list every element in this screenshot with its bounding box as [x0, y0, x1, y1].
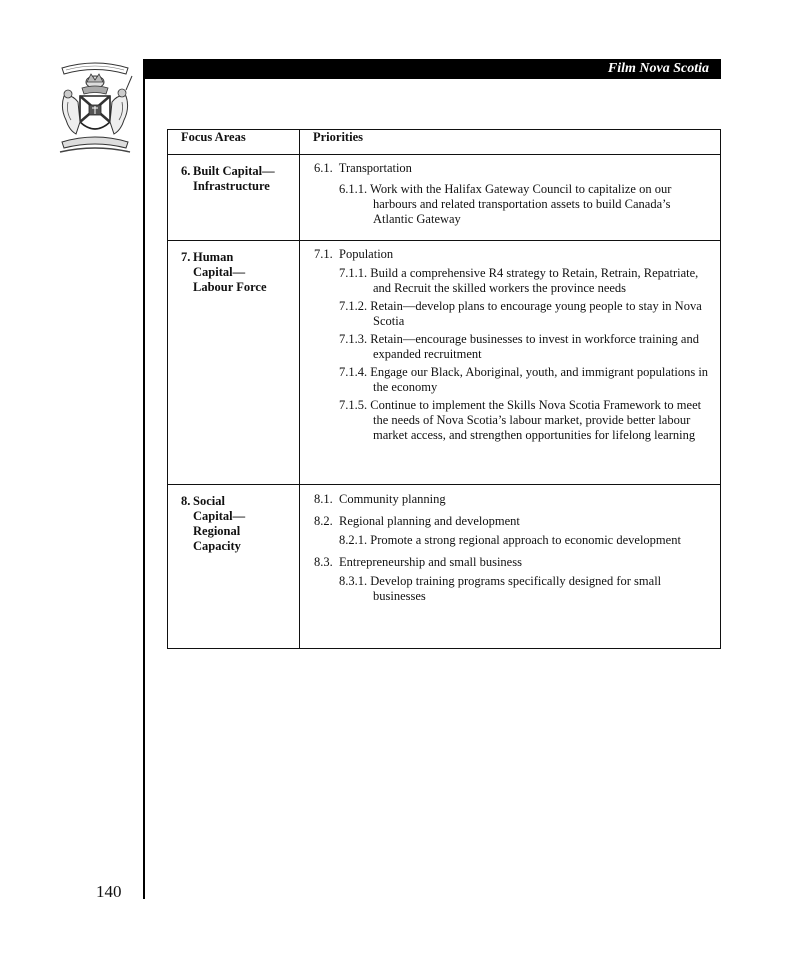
sub-priority-text: Retain—encourage businesses to invest in workforce training and expanded recruitment: [370, 332, 699, 361]
focus-area-cell: [168, 485, 300, 649]
sub-priority-item: [339, 398, 710, 443]
focus-area-cell: [168, 155, 300, 241]
priorities-header: Priorities: [300, 130, 721, 155]
sub-priority-item: [339, 533, 710, 548]
sub-priority-number: 8.3.1.: [339, 574, 368, 588]
sub-priority-text: Retain—develop plans to encourage young people to stay in Nova Scotia: [370, 299, 702, 328]
sub-priority-number: 8.2.1.: [339, 533, 368, 547]
priority-item: [314, 514, 710, 529]
focus-label: Built Capital—: [193, 164, 275, 178]
sub-priority-number: 7.1.3.: [339, 332, 368, 346]
sub-priority-text: Engage our Black, Aboriginal, youth, and immigrant populations in the economy: [370, 365, 709, 394]
margin-rule: [143, 59, 145, 899]
focus-priorities-table: [167, 129, 721, 649]
page-number: 140: [96, 882, 122, 901]
sub-priority-text: Develop training programs specifically designed for small businesses: [370, 574, 662, 603]
table-row: [168, 241, 721, 485]
priority-number: 8.3.: [314, 555, 333, 569]
running-header: [145, 59, 721, 79]
focus-areas-header: Focus Areas: [168, 130, 300, 155]
focus-label: Capital—: [193, 509, 246, 523]
focus-label: Social: [193, 494, 225, 508]
focus-label: Capacity: [193, 539, 241, 553]
sub-priority-number: 7.1.2.: [339, 299, 368, 313]
focus-number: 6.: [181, 164, 191, 178]
priority-number: 6.1.: [314, 161, 333, 175]
table-row: [168, 485, 721, 649]
priority-number: 7.1.: [314, 247, 333, 261]
priority-number: 8.1.: [314, 492, 333, 506]
focus-label: Human: [193, 250, 234, 264]
table-header-row: [168, 130, 721, 155]
sub-priority-text: Work with the Halifax Gateway Council to capitalize on our harbours and related transportation assets to build Canada’s Atlantic Gateway: [370, 182, 672, 226]
priorities-cell: [300, 485, 721, 649]
sub-priority-item: [339, 574, 710, 604]
sub-priority-text: Build a comprehensive R4 strategy to Retain, Retrain, Repatriate, and Recruit the skilled workers the province needs: [370, 266, 699, 295]
table-row: [168, 155, 721, 241]
priorities-cell: [300, 241, 721, 485]
focus-label: Capital—: [193, 265, 246, 279]
priority-text: Community planning: [339, 492, 446, 506]
sub-priority-item: [339, 365, 710, 395]
coat-of-arms-logo: [56, 60, 134, 158]
sub-priority-number: 7.1.4.: [339, 365, 368, 379]
focus-number: 8.: [181, 494, 191, 508]
sub-priority-number: 7.1.1.: [339, 266, 368, 280]
sub-priority-number: 7.1.5.: [339, 398, 368, 412]
priority-text: Transportation: [338, 161, 412, 175]
sub-priority-item: [339, 299, 710, 329]
header-title: Film Nova Scotia: [607, 61, 709, 76]
focus-label: Regional: [193, 524, 241, 538]
focus-number: 7.: [181, 250, 191, 264]
sub-priority-item: [339, 332, 710, 362]
priority-item: [314, 492, 710, 507]
priority-text: Population: [339, 247, 394, 261]
focus-label: Infrastructure: [193, 179, 270, 193]
focus-area-cell: [168, 241, 300, 485]
priorities-cell: [300, 155, 721, 241]
priority-text: Entrepreneurship and small business: [339, 555, 522, 569]
sub-priority-item: [339, 182, 710, 227]
priority-item: [314, 161, 710, 176]
priority-item: [314, 555, 710, 570]
priority-text: Regional planning and development: [339, 514, 520, 528]
sub-priority-text: Continue to implement the Skills Nova Scotia Framework to meet the needs of Nova Scotia’s labour market, provide better labour market access, and strengthen opportunities for lifelong learning: [370, 398, 702, 442]
priority-number: 8.2.: [314, 514, 333, 528]
sub-priority-number: 6.1.1.: [339, 182, 368, 196]
priority-item: [314, 247, 710, 262]
sub-priority-text: Promote a strong regional approach to economic development: [370, 533, 681, 547]
sub-priority-item: [339, 266, 710, 296]
focus-label: Labour Force: [193, 280, 267, 294]
